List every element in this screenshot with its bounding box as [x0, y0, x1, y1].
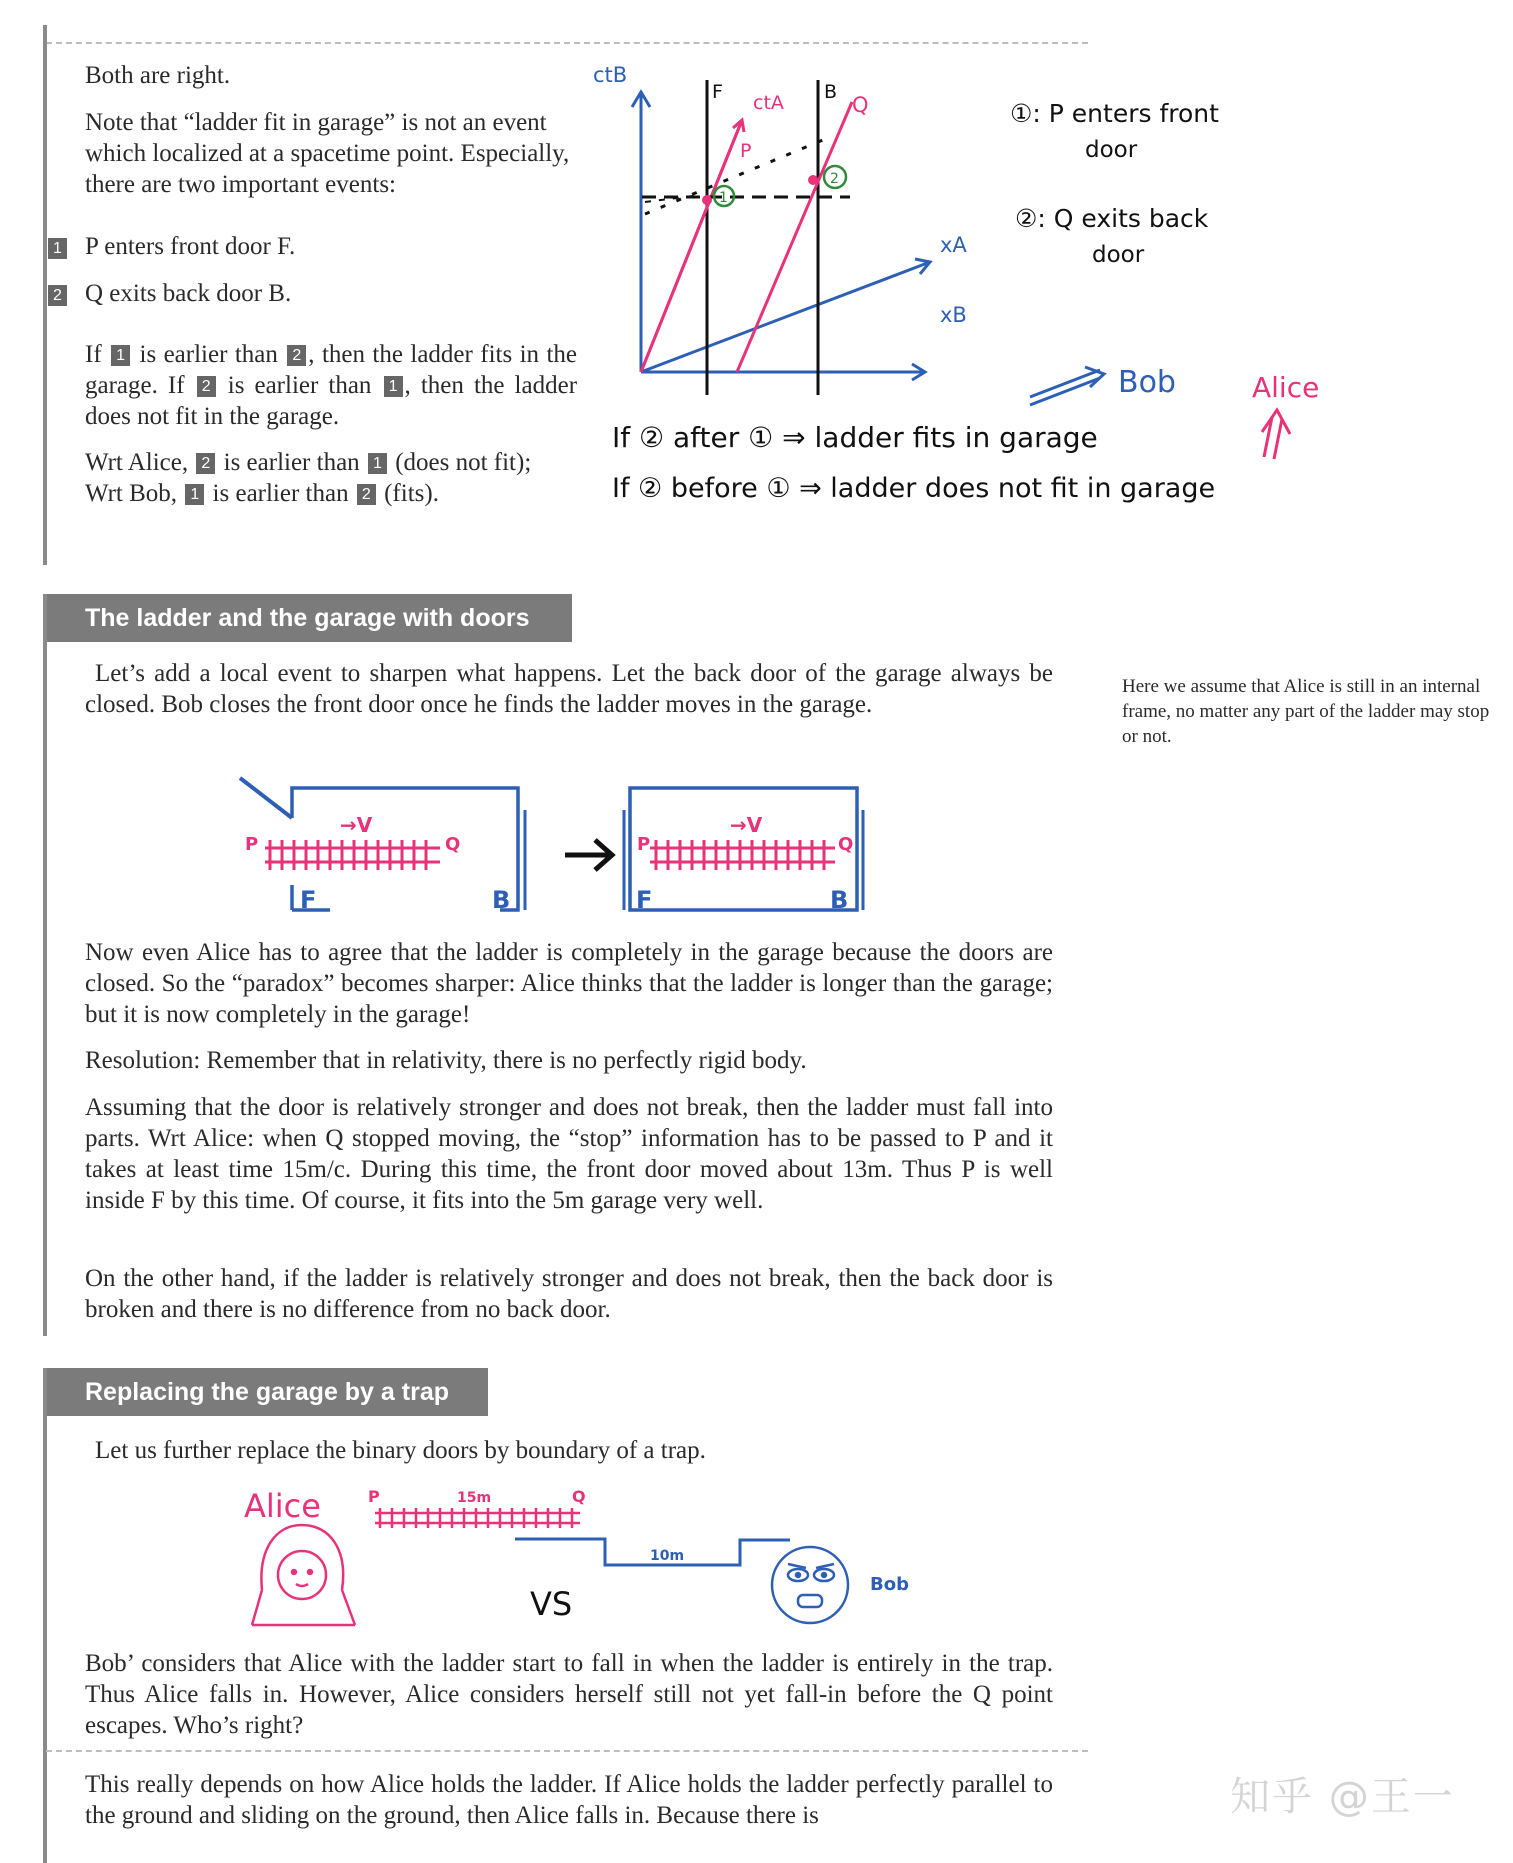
legend1-line1: ①: P enters front	[1010, 99, 1219, 128]
badge-2: 2	[357, 484, 376, 505]
section1-margin-bar	[43, 25, 47, 565]
velocity-label: →V	[340, 813, 373, 837]
trap-figure	[230, 1480, 930, 1630]
event2-point	[808, 175, 818, 185]
s1-p2: Note that “ladder fit in garage” is not an event which localized at a spacetime point. Especially, there are two important events:	[85, 109, 570, 198]
ladder-right	[650, 840, 835, 870]
P-label: P	[740, 140, 752, 162]
badge-1: 1	[368, 453, 387, 474]
event2-marker-label: 2	[830, 171, 839, 187]
ladder-left	[265, 840, 440, 870]
xA-axis	[641, 262, 930, 372]
s1-p3-c: , then the ladder fits in the garage. If	[85, 341, 578, 399]
B-label: B	[830, 886, 849, 914]
Q-label: Q	[852, 93, 869, 117]
badge-1: 1	[185, 484, 204, 505]
F-label: F	[636, 886, 653, 914]
s1-p3-b: is earlier than	[139, 341, 278, 368]
section3-dashed-rule	[46, 1750, 1088, 1752]
s2-p2: Now even Alice has to agree that the ladder is completely in the garage because the doors are closed. So the “paradox” becomes sharper: Alice thinks that the ladder is longer than the garage; but it is now completely in the garage!	[85, 939, 1053, 1028]
legend2-line2: door	[1092, 242, 1145, 268]
s1-p4	[85, 447, 585, 509]
P-worldline	[641, 120, 742, 372]
legend2-line1: ②: Q exits back	[1015, 204, 1209, 233]
condition-fits: If ② after ① ⇒ ladder fits in garage	[612, 421, 1098, 454]
s2-p4: Assuming that the door is relatively stronger and does not break, then the ladder must fall into parts. Wrt Alice: when Q stopped moving, the “stop” information has to be passed to P and it takes at least time 15m/c. During this time, the front door moved about 13m. Thus P is well inside F by this time. Of course, it fits into the 5m garage very well.	[85, 1094, 1053, 1214]
s1-p3-a: If	[85, 341, 102, 368]
s1-p4-a: Wrt Alice,	[85, 449, 189, 476]
watermark: 知乎 @王一	[1230, 1774, 1455, 1820]
B-label: B	[492, 886, 511, 914]
s1-p4-c: (does not fit);	[395, 449, 532, 476]
spacetime-diagram	[590, 62, 1350, 532]
badge-2: 2	[196, 453, 215, 474]
Q-label: Q	[572, 1487, 586, 1506]
Q-label: Q	[838, 834, 854, 855]
s2-p3: Resolution: Remember that in relativity, there is no perfectly rigid body.	[85, 1047, 807, 1074]
event2-text: Q exits back door B.	[85, 280, 292, 307]
badge-2: 2	[287, 345, 306, 366]
sidenote: Here we assume that Alice is still in an internal frame, no matter any part of the ladder may stop or not.	[1122, 676, 1490, 747]
xA-label: xA	[940, 233, 967, 257]
s3-p2: Bob’ considers that Alice with the ladder start to fall in when the ladder is entirely in the trap. Thus Alice falls in. However, Alice considers herself still not yet fall-in before the Q point escapes. Who’s right?	[85, 1650, 1053, 1739]
section2-margin-bar	[43, 594, 47, 1336]
s3-p1: Let us further replace the binary doors by boundary of a trap.	[95, 1437, 706, 1464]
badge-2: 2	[197, 376, 216, 397]
Q-label: Q	[445, 834, 461, 855]
alice-face-icon	[252, 1525, 355, 1625]
badge-1: 1	[111, 345, 130, 366]
condition-does-not-fit: If ② before ① ⇒ ladder does not fit in garage	[612, 473, 1216, 504]
s2-p1: Let’s add a local event to sharpen what happens. Let the back door of the garage always be closed. Bob closes the front door once he finds the ladder moves in the garage.	[85, 660, 1053, 718]
s1-p1: Both are right.	[85, 62, 231, 89]
event1-text: P enters front door F.	[85, 233, 296, 260]
section2-heading: The ladder and the garage with doors	[45, 594, 572, 642]
F-label: F	[712, 81, 723, 103]
alice-label: Alice	[244, 1487, 321, 1525]
ladder	[375, 1508, 580, 1528]
top-dashed-rule	[46, 42, 1088, 44]
Q-worldline	[737, 102, 852, 372]
s3-p3: This really depends on how Alice holds the ladder. If Alice holds the ladder perfectly parallel to the ground and sliding on the ground, then Alice falls in. Because there is	[85, 1771, 1053, 1829]
legend1-line2: door	[1085, 137, 1138, 163]
section3-margin-bar	[43, 1368, 47, 1863]
s1-p4-f: (fits).	[384, 480, 439, 507]
F-label: F	[300, 886, 317, 914]
P-label: P	[637, 834, 651, 855]
bob-label: Bob	[1118, 365, 1176, 400]
Alice-simultaneity-line	[645, 137, 830, 214]
ctA-label: ctA	[753, 92, 784, 114]
ladder-length-label: 15m	[457, 1490, 492, 1506]
s1-p3-d: is earlier than	[227, 372, 372, 399]
badge-1: 1	[384, 376, 403, 397]
front-door-open	[240, 778, 292, 818]
B-label: B	[824, 81, 838, 103]
garage-figure	[230, 770, 930, 920]
xB-label: xB	[940, 303, 967, 327]
s1-p4-e: is earlier than	[212, 480, 349, 507]
event1-point	[702, 195, 712, 205]
section3-heading: Replacing the garage by a trap	[45, 1368, 488, 1416]
s1-p4-b: is earlier than	[223, 449, 360, 476]
bob-face-icon	[772, 1547, 848, 1623]
trap-length-label: 10m	[650, 1548, 685, 1564]
s1-p3	[85, 339, 577, 432]
alice-label: Alice	[1252, 371, 1320, 404]
velocity-label: →V	[730, 813, 763, 837]
bob-label: Bob	[870, 1574, 909, 1595]
event1-marker-label: 1	[719, 190, 728, 206]
s1-p4-d: Wrt Bob,	[85, 480, 178, 507]
event1-badge: 1	[48, 238, 67, 259]
s2-p5: On the other hand, if the ladder is relatively stronger and does not break, then the back door is broken and there is no difference from no back door.	[85, 1265, 1053, 1323]
P-label: P	[368, 1487, 380, 1506]
s1-p3-e: , then the ladder does not fit in the garage.	[85, 372, 578, 430]
event2-badge: 2	[48, 285, 67, 306]
ctB-label: ctB	[593, 63, 628, 87]
P-label: P	[245, 834, 259, 855]
vs-label: VS	[530, 1585, 573, 1623]
